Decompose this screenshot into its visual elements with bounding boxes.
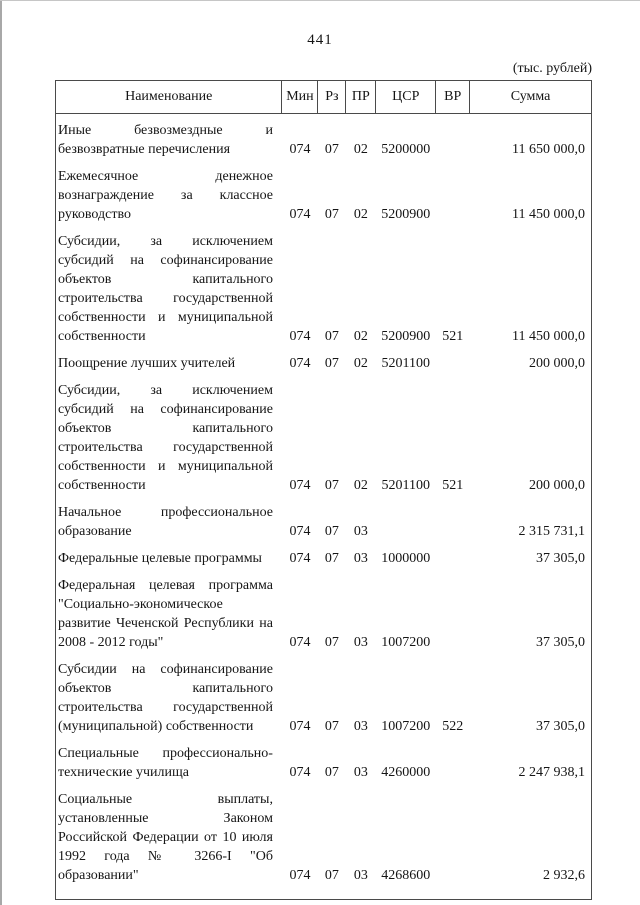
cell-min: 074: [289, 524, 311, 539]
cell-min: 074: [289, 868, 311, 883]
cell-min: 074: [289, 142, 311, 157]
cell-name: Субсидии, за исключением субсидий на софинансирование объектов капитального строительства государственной собственности и муниципальной собственности: [58, 383, 273, 493]
cell-csr: 4268600: [381, 868, 431, 883]
cell-vr: 521: [442, 478, 464, 493]
table-row: [56, 569, 592, 653]
cell-vr: [436, 783, 470, 900]
cell-min: 074: [289, 329, 311, 344]
cell-pr: 02: [353, 142, 368, 157]
table-header: [56, 81, 592, 114]
cell-csr: 5200900: [381, 329, 431, 344]
cell-vr: [436, 737, 470, 783]
cell-pr: 03: [353, 524, 368, 539]
cell-rz: 07: [324, 524, 339, 539]
col-header-rz: Рз: [318, 81, 346, 114]
table-row: [56, 737, 592, 783]
cell-csr: 5201100: [381, 478, 431, 493]
page-number: 441: [307, 32, 333, 48]
cell-pr: 03: [353, 719, 368, 734]
table-row: [56, 783, 592, 900]
cell-min: 074: [289, 356, 311, 371]
cell-sum: 200 000,0: [529, 478, 585, 493]
cell-csr: 4260000: [381, 765, 431, 780]
cell-name: Федеральная целевая программа "Социально-экономическое развитие Чеченской Республики на 2008 - 2012 годы": [58, 578, 273, 650]
cell-sum: 11 450 000,0: [512, 329, 585, 344]
cell-rz: 07: [324, 207, 339, 222]
cell-rz: 07: [324, 356, 339, 371]
cell-rz: 07: [324, 868, 339, 883]
cell-min: 074: [289, 551, 311, 566]
cell-rz: 07: [324, 329, 339, 344]
table-row: [56, 653, 592, 737]
cell-vr: [436, 496, 470, 542]
cell-vr: [436, 569, 470, 653]
cell-rz: 07: [324, 142, 339, 157]
cell-rz: 07: [324, 719, 339, 734]
budget-table: [55, 80, 592, 900]
table-row: [56, 347, 592, 374]
cell-name: Поощрение лучших учителей: [58, 356, 236, 371]
cell-rz: 07: [324, 635, 339, 650]
table-row: [56, 160, 592, 225]
table-row: [56, 496, 592, 542]
cell-vr: 522: [442, 719, 464, 734]
col-header-min: Мин: [282, 81, 318, 114]
cell-csr: 5200000: [381, 142, 431, 157]
cell-csr: [376, 496, 436, 542]
col-header-vr: ВР: [436, 81, 470, 114]
cell-pr: 02: [353, 478, 368, 493]
col-header-name: Наименование: [56, 81, 282, 114]
cell-pr: 03: [353, 765, 368, 780]
cell-sum: 2 247 938,1: [518, 765, 585, 780]
cell-name: Иные безвозмездные и безвозвратные перечисления: [58, 123, 273, 157]
cell-sum: 37 305,0: [536, 551, 585, 566]
cell-pr: 02: [353, 329, 368, 344]
cell-vr: 521: [442, 329, 464, 344]
cell-pr: 03: [353, 551, 368, 566]
col-header-sum: Сумма: [470, 81, 592, 114]
cell-name: Федеральные целевые программы: [58, 551, 262, 566]
cell-vr: [436, 542, 470, 569]
scan-edge-top: [0, 0, 640, 1]
cell-sum: 37 305,0: [536, 719, 585, 734]
table-header-row: [56, 81, 592, 114]
table-row: [56, 114, 592, 161]
cell-sum: 11 650 000,0: [512, 142, 585, 157]
cell-pr: 03: [353, 635, 368, 650]
table-row: [56, 374, 592, 496]
table-row: [56, 225, 592, 347]
cell-sum: 37 305,0: [536, 635, 585, 650]
cell-sum: 2 315 731,1: [518, 524, 585, 539]
cell-min: 074: [289, 207, 311, 222]
table-row: [56, 542, 592, 569]
cell-rz: 07: [324, 551, 339, 566]
table-body: [56, 114, 592, 900]
cell-pr: 02: [353, 207, 368, 222]
cell-csr: 5200900: [381, 207, 431, 222]
cell-name: Субсидии, за исключением субсидий на софинансирование объектов капитального строительства государственной собственности и муниципальной собственности: [58, 234, 273, 344]
col-header-csr: ЦСР: [376, 81, 436, 114]
cell-min: 074: [289, 635, 311, 650]
cell-rz: 07: [324, 765, 339, 780]
cell-rz: 07: [324, 478, 339, 493]
cell-sum: 2 932,6: [543, 868, 585, 883]
cell-name: Специальные профессионально-технические училища: [58, 746, 273, 780]
cell-min: 074: [289, 719, 311, 734]
cell-min: 074: [289, 765, 311, 780]
cell-name: Социальные выплаты, установленные Законом Российской Федерации от 10 июля 1992 года № 3266-I "Об образовании": [58, 792, 273, 883]
cell-vr: [436, 347, 470, 374]
cell-vr: [436, 160, 470, 225]
cell-name: Ежемесячное денежное вознаграждение за классное руководство: [58, 169, 273, 222]
cell-min: 074: [289, 478, 311, 493]
cell-pr: 03: [353, 868, 368, 883]
cell-csr: 1007200: [381, 719, 431, 734]
cell-csr: 5201100: [381, 356, 431, 371]
cell-name: Начальное профессиональное образование: [58, 505, 273, 539]
cell-pr: 02: [353, 356, 368, 371]
cell-sum: 11 450 000,0: [512, 207, 585, 222]
scan-edge-left: [0, 0, 2, 905]
units-note: (тыс. рублей): [512, 61, 592, 76]
cell-name: Субсидии на софинансирование объектов капитального строительства государственной (муниципальной) собственности: [58, 662, 273, 734]
col-header-pr: ПР: [346, 81, 376, 114]
cell-csr: 1000000: [381, 551, 431, 566]
cell-vr: [436, 114, 470, 161]
cell-sum: 200 000,0: [529, 356, 585, 371]
cell-csr: 1007200: [381, 635, 431, 650]
